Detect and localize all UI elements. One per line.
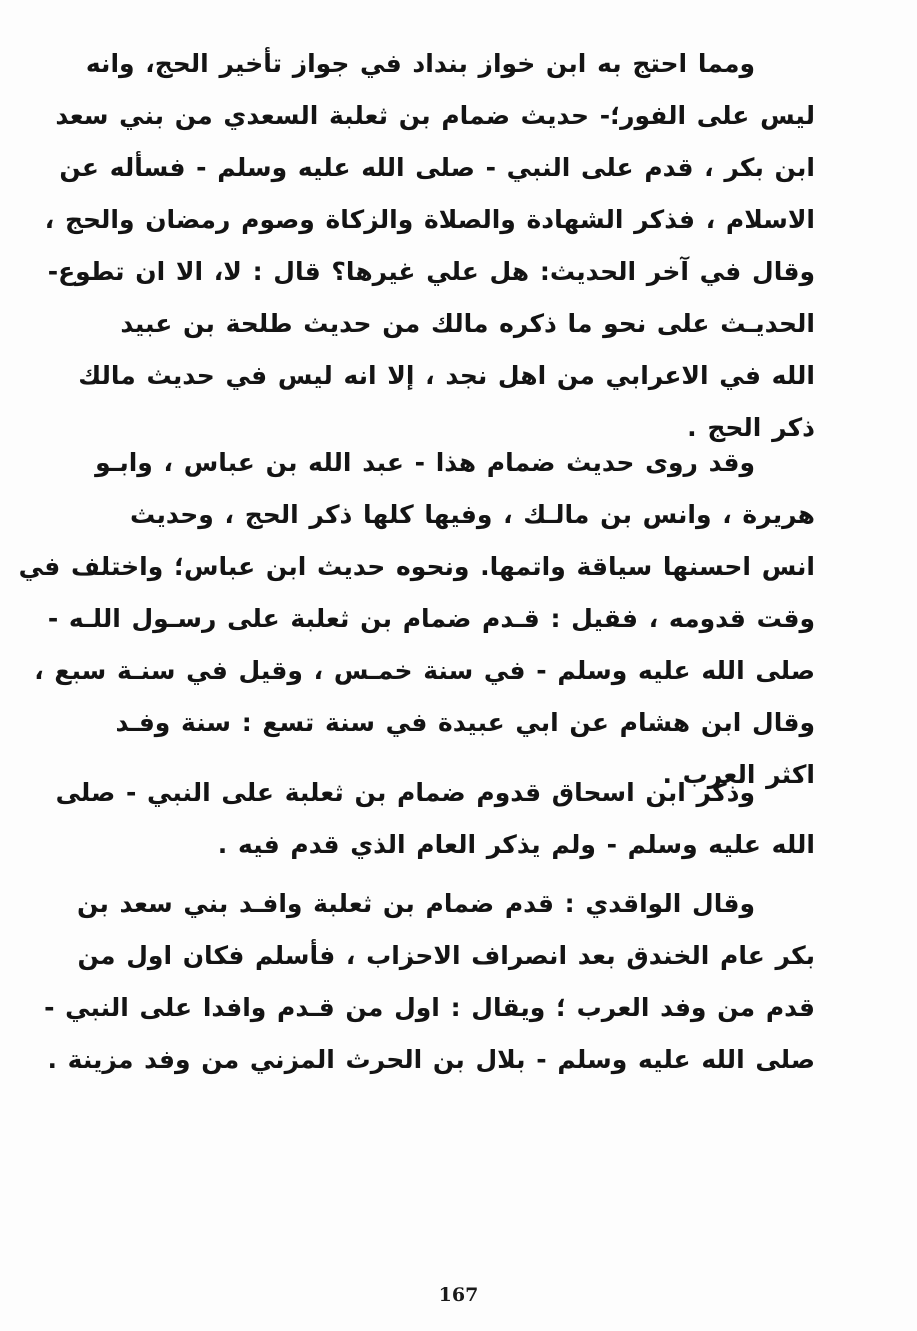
- text-line: وقت قدومه ، فقيل : قـدم ضمام بن ثعلبة على رسـول اللـه -: [47, 604, 815, 633]
- text-line: وقال الواقدي : قدم ضمام بن ثعلبة وافـد بني سعد بن: [76, 889, 755, 918]
- text-line: بكر عام الخندق بعد انصراف الاحزاب ، فأسلم فكان اول من: [77, 941, 815, 970]
- text-line: اكثر العرب .: [662, 760, 815, 789]
- text-line: هريرة ، وانس بن مالـك ، وفيها كلها ذكر الحج ، وحديث: [129, 500, 815, 529]
- paragraph-2: [18, 437, 815, 801]
- text-line: الاسلام ، فذكر الشهادة والصلاة والزكاة وصوم رمضان والحج ،: [44, 205, 815, 234]
- text-line: ومما احتج به ابن خواز بنداد في جواز تأخير الحج، وانه: [85, 49, 755, 78]
- text-line: انس احسنها سياقة واتمها. ونحوه حديث ابن عباس؛ واختلف في: [18, 552, 815, 581]
- text-line: وقد روى حديث ضمام هذا - عبد الله بن عباس ، وابـو: [95, 448, 755, 477]
- text-line: قدم من وفد العرب ؛ ويقال : اول من قـدم وافدا على النبي -: [44, 993, 815, 1022]
- paragraph-4: [44, 878, 815, 1086]
- text-line: وقال ابن هشام عن ابي عبيدة في سنة تسع : سنة وفـد: [115, 708, 815, 737]
- text-line: صلى الله عليه وسلم - بلال بن الحرث المزني من وفد مزينة .: [47, 1045, 815, 1074]
- paragraph-3: [55, 767, 815, 871]
- text-line: ابن بكر ، قدم على النبي - صلى الله عليه وسلم - فسأله عن: [59, 153, 815, 182]
- text-line: وذكر ابن اسحاق قدوم ضمام بن ثعلبة على النبي - صلى: [55, 778, 755, 807]
- page-number: 167: [438, 1284, 479, 1306]
- text-line: الله عليه وسلم - ولم يذكر العام الذي قدم فيه .: [217, 830, 815, 859]
- text-line: وقال في آخر الحديث: هل علي غيرها؟ قال : لا، الا ان تطوع-: [47, 257, 815, 286]
- text-line: صلى الله عليه وسلم - في سنة خمـس ، وقيل في سنـة سبع ،: [34, 656, 815, 685]
- text-line: الحديـث على نحو ما ذكره مالك من حديث طلحة بن عبيد: [120, 309, 815, 338]
- text-line: ذكر الحج .: [687, 413, 815, 442]
- text-line: الله في الاعرابي من اهل نجد ، إلا انه ليس في حديث مالك: [78, 361, 815, 390]
- text-line: ليس على الفور؛- حديث ضمام بن ثعلبة السعدي من بني سعد: [55, 101, 815, 130]
- paragraph-1: [44, 38, 815, 454]
